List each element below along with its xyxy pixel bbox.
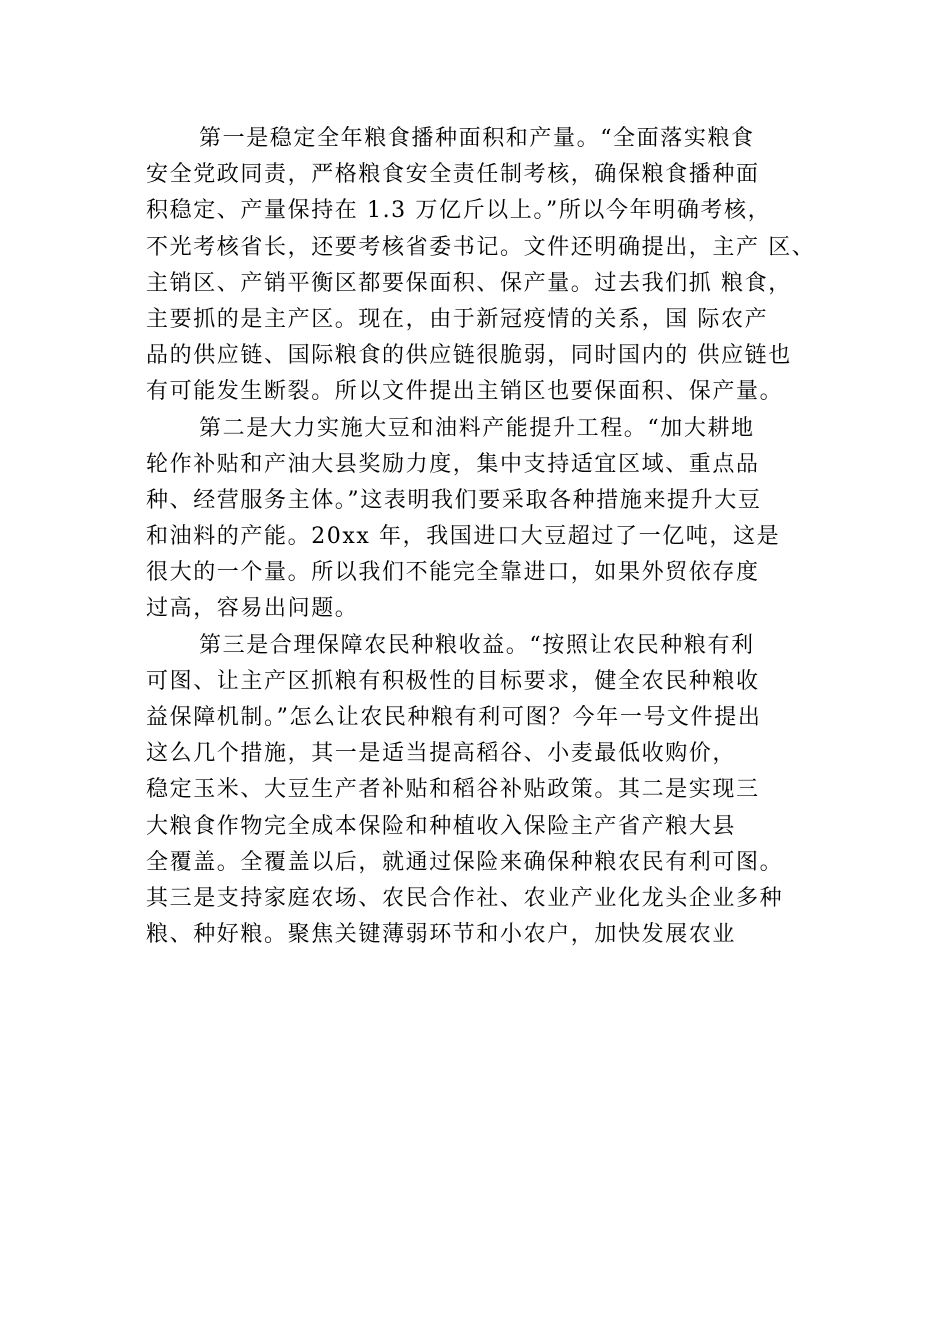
text-line: 粮、种好粮。聚焦关键薄弱环节和小农户，加快发展农业: [146, 922, 737, 948]
text-line: 安全党政同责，严格粮食安全责任制考核，确保粮食播种面: [146, 162, 760, 188]
text-line: 轮作补贴和产油大县奖励力度，集中支持适宜区域、重点品: [146, 451, 760, 477]
text-line: 全覆盖。全覆盖以后，就通过保险来确保种粮农民有利可图。: [146, 849, 784, 875]
text-line: 主销区、产销平衡区都要保面积、保产量。过去我们抓 粮食，: [146, 270, 792, 296]
text-line: 很大的一个量。所以我们不能完全靠进口，如果外贸依存度: [146, 560, 760, 586]
text-line: 第三是合理保障农民种粮收益。“按照让农民种粮有利: [199, 632, 755, 658]
text-line: 不光考核省长，还要考核省委书记。文件还明确提出，主产 区、: [146, 234, 816, 260]
text-line: 第二是大力实施大豆和油料产能提升工程。“加大耕地: [199, 415, 755, 441]
text-line: 第一是稳定全年粮食播种面积和产量。“全面落实粮食: [199, 126, 755, 151]
text-line: 主要抓的是主产区。现在，由于新冠疫情的关系，国 际农产: [146, 306, 769, 332]
text-line: 种、经营服务主体。”这表明我们要采取各种措施来提升大豆: [146, 487, 762, 513]
text-line: 有可能发生断裂。所以文件提出主销区也要保面积、保产量。: [146, 379, 784, 405]
text-line: 这么几个措施，其一是适当提高稻谷、小麦最低收购价，: [146, 741, 737, 767]
text-line: 积稳定、产量保持在 1.3 万亿斤以上。”所以今年明确考核，: [146, 198, 772, 224]
text-line: 和油料的产能。20xx 年，我国进口大豆超过了一亿吨，这是: [146, 524, 781, 550]
body-text: [146, 121, 846, 953]
text-line: 益保障机制。”怎么让农民种粮有利可图？今年一号文件提出: [146, 705, 762, 730]
text-line: 品的供应链、国际粮食的供应链很脆弱，同时国内的 供应链也: [146, 343, 792, 369]
text-line: 可图、让主产区抓粮有积极性的目标要求，健全农民种粮收: [146, 668, 760, 694]
text-line: 稳定玉米、大豆生产者补贴和稻谷补贴政策。其二是实现三: [146, 777, 760, 803]
text-line: 大粮食作物完全成本保险和种植收入保险主产省产粮大县: [146, 813, 737, 839]
text-line: 其三是支持家庭农场、农民合作社、农业产业化龙头企业多种: [146, 885, 784, 911]
text-line: 过高，容易出问题。: [146, 596, 359, 622]
